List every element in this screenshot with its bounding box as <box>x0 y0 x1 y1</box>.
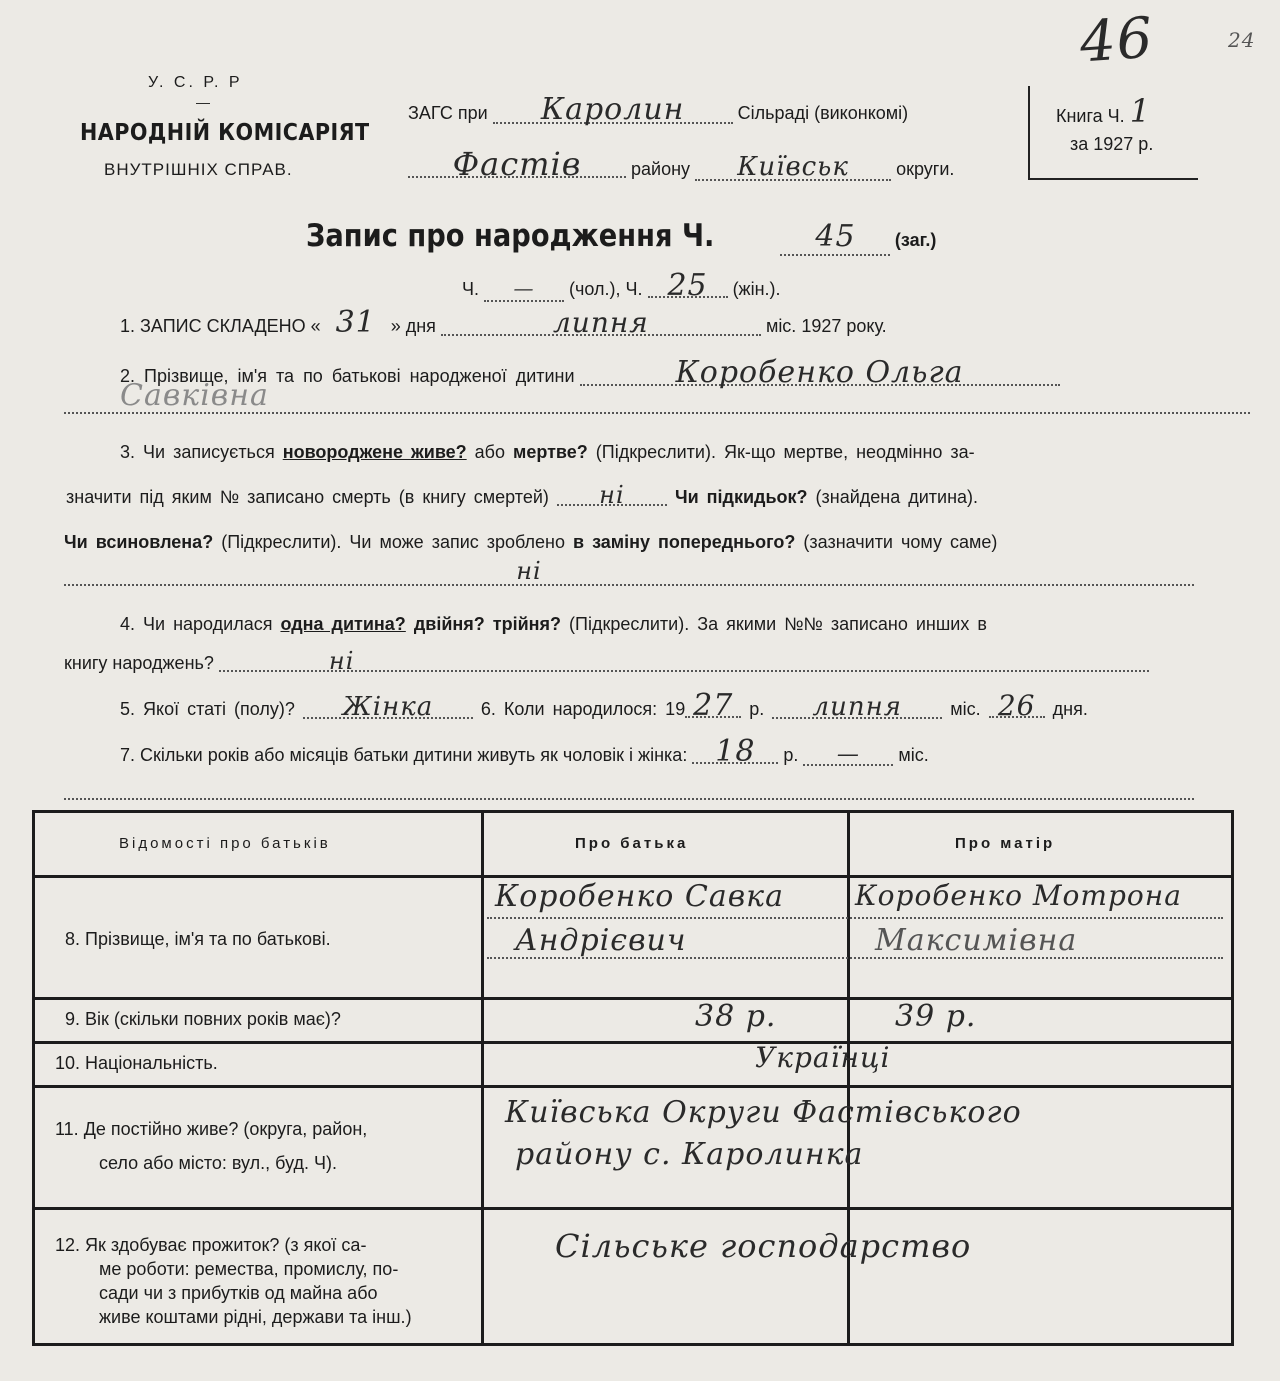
q6-day-field: 26 <box>989 696 1045 718</box>
row9-mother-age: 39 р. <box>895 999 977 1034</box>
record-number-field: 45 <box>780 219 890 256</box>
q2-name-field: Коробенко Ольга <box>580 362 1060 386</box>
q3-e: (Підкреслити). Як-що мертве, неодмінно за- <box>595 442 975 462</box>
district-field: Фастів <box>408 152 626 178</box>
corner-small-number: 24 <box>1228 28 1256 52</box>
header-dash: — <box>196 94 210 110</box>
row8-mother-patronymic: Максимівна <box>875 923 1078 958</box>
q7-months-label: міс. <box>898 745 929 765</box>
q6-label: 6. Коли народилося: 19 <box>480 699 686 719</box>
row8-father-name: Коробенко Савка <box>495 879 784 914</box>
corner-number: 46 <box>1077 5 1156 76</box>
q7-line <box>120 734 929 769</box>
row9-father-age: 38 р. <box>695 999 777 1034</box>
zags-prefix: ЗАГС при <box>408 103 488 123</box>
zags-line <box>408 92 909 127</box>
row12-label-2: ме роботи: ремества, промислу, по- <box>99 1259 399 1279</box>
q3-line3 <box>64 532 997 553</box>
table-header-divider <box>35 875 1231 878</box>
q7-label: 7. Скільки років або місяців батьки дитини живуть як чоловік і жінка: <box>120 745 688 765</box>
record-number-suffix: (заг.) <box>894 230 937 250</box>
table-header-info: Відомості про батьків <box>119 835 331 852</box>
row8-mother-name: Коробенко Мотрона <box>855 879 1182 912</box>
book-number-line <box>1056 92 1151 130</box>
q6-year-field: 27 <box>685 696 741 718</box>
q3-adopted: Чи всиновлена? <box>64 532 214 552</box>
record-title: Запис про народження Ч. <box>306 218 715 254</box>
q6-year-suffix: р. <box>749 699 765 719</box>
female-label: (жін.). <box>732 279 781 299</box>
gender-count-line <box>462 268 781 303</box>
q3-l2c: (знайдена дитина). <box>815 487 979 507</box>
q3-line2 <box>66 481 979 509</box>
q4-single: одна дитина? <box>280 614 406 634</box>
female-count-field: 25 <box>648 276 728 298</box>
q7-months-field: — <box>803 746 893 766</box>
row10-label: 10. Національність. <box>55 1053 218 1073</box>
row8-father-patronymic: Андрієвич <box>515 923 687 958</box>
q4-f: книгу народжень? <box>64 653 214 673</box>
table-header-mother: Про матір <box>955 835 1056 852</box>
q3-a: 3. Чи записується <box>120 442 275 462</box>
q7-years-field: 18 <box>692 742 778 764</box>
table-col-divider-1 <box>481 813 484 1343</box>
q5-sex-field: Жінка <box>303 697 473 719</box>
q3-dead: мертве? <box>513 442 588 462</box>
table-row-divider-3 <box>35 1085 1231 1088</box>
q3-l3b: (Підкреслити). Чи може запис зроблено <box>221 532 565 552</box>
table-row-divider-2 <box>35 1041 1231 1044</box>
q7-continuation-line <box>64 778 1194 800</box>
q4-twins: двійня? <box>413 614 485 634</box>
row11-label-2: село або місто: вул., буд. Ч). <box>99 1153 337 1173</box>
q3-alive: новороджене живе? <box>282 442 467 462</box>
q6-month-label: міс. <box>950 699 981 719</box>
table-row-divider-4 <box>35 1207 1231 1210</box>
q2-label: 2. Прізвище, ім'я та по батькові народженої дитини <box>120 366 575 386</box>
row12-label-3: сади чи з прибутків од майна або <box>99 1283 378 1303</box>
row12-label-1: 12. Як здобуває прожиток? (з якої са- <box>55 1235 367 1255</box>
okrug-label: округи. <box>896 159 955 179</box>
book-year: за 1927 р. <box>1070 134 1154 154</box>
q3-or: або <box>474 442 506 462</box>
q4-triplets: трійня? <box>492 614 562 634</box>
q1-day-label: » дня <box>390 316 436 336</box>
table-header-father: Про батька <box>575 835 689 852</box>
row8-ruling-1 <box>487 917 1223 919</box>
council-label: Сільраді (виконкомі) <box>737 103 909 123</box>
male-label: (чол.), Ч. <box>569 279 643 299</box>
q1-label: 1. ЗАПИС СКЛАДЕНО « <box>120 316 321 336</box>
q4-a: 4. Чи народилася <box>120 614 273 634</box>
q3-line1 <box>120 442 975 463</box>
parents-table <box>32 810 1234 1346</box>
row10-nationality: Українці <box>755 1041 891 1074</box>
row11-residence-2: району с. Каролинка <box>515 1137 864 1172</box>
q5-label: 5. Якої статі (полу)? <box>120 699 295 719</box>
q4-line2 <box>64 647 1149 675</box>
q6-day-label: дня. <box>1052 699 1088 719</box>
district-label: району <box>631 159 691 179</box>
q4-other-field: ні <box>219 652 1149 672</box>
row12-livelihood: Сільське господарство <box>555 1227 972 1265</box>
republic-label: У. С. Р. Р <box>148 74 243 91</box>
row11-residence-1: Київська Округи Фастівського <box>505 1095 1022 1130</box>
q1-month-field: липня <box>441 312 761 336</box>
q3-replacement: в заміну попереднього? <box>573 532 796 552</box>
male-count-field: — <box>484 276 564 302</box>
record-title-line <box>306 218 936 256</box>
male-prefix: Ч. <box>462 279 479 299</box>
q3-l3d: (зазначити чому саме) <box>803 532 998 552</box>
row11-label-1: 11. Де постійно живе? (округа, район, <box>55 1119 368 1139</box>
q6-month-field: липня <box>772 697 942 719</box>
zags-village-field: Каролин <box>493 98 733 124</box>
book-number-field: 1 <box>1129 92 1152 130</box>
q4-e: (Підкреслити). За якими №№ записано инших в <box>569 614 987 634</box>
row9-label: 9. Вік (скільки повних років має)? <box>65 1009 341 1029</box>
q7-years-label: р. <box>783 745 799 765</box>
q5-line <box>120 688 1088 723</box>
q4-line1 <box>120 614 987 635</box>
q1-year-label: міс. 1927 року. <box>765 316 887 336</box>
row8-label: 8. Прізвище, ім'я та по батькові. <box>65 929 331 949</box>
q3-reason-field: ні <box>64 558 1194 586</box>
okrug-field: Київськ <box>695 155 891 181</box>
book-label: Книга Ч. <box>1056 106 1125 126</box>
district-line <box>408 145 955 183</box>
table-row-divider-1 <box>35 997 1231 1000</box>
department-label: ВНУТРІШНІХ СПРАВ. <box>104 160 293 179</box>
commissariat-title: НАРОДНІЙ КОМІСАРІЯТ <box>80 120 370 146</box>
q3-l2a: значити під яким № записано смерть (в книгу смертей) <box>66 487 549 507</box>
q2-name-continuation: Савківна <box>64 380 1250 414</box>
q1-day-field: 31 <box>335 305 376 340</box>
q1-line <box>120 305 887 340</box>
row12-label-4: живе коштами рідні, держави та інш.) <box>99 1307 412 1327</box>
q3-death-field: ні <box>557 486 667 506</box>
q3-foundling: Чи підкидьок? <box>674 487 808 507</box>
